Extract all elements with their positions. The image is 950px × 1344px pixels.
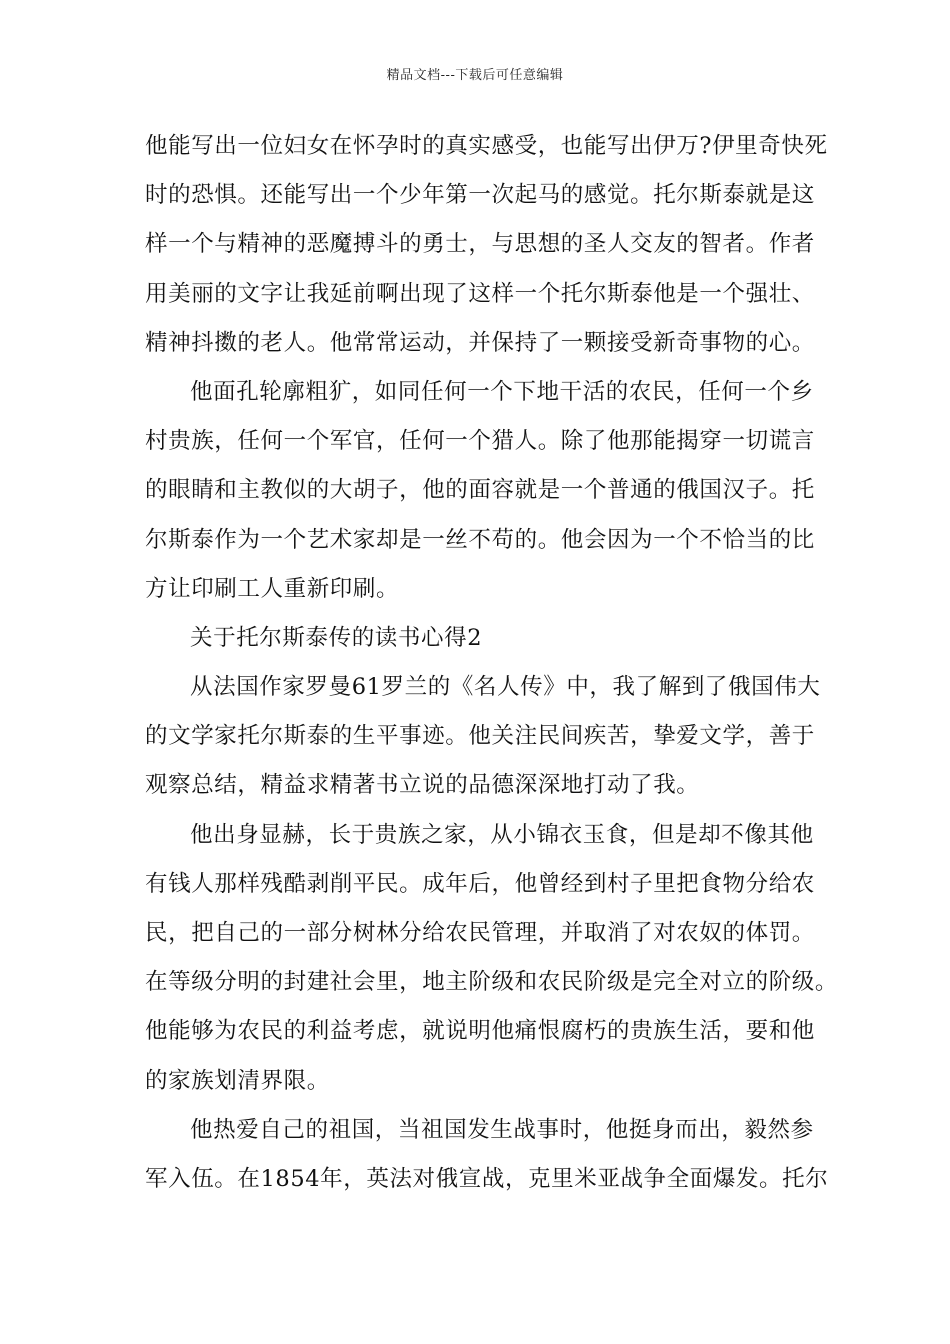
text-line: 村贵族，任何一个军官，任何一个猎人。除了他那能揭穿一切谎言 [145,428,815,455]
text-line: 从法国作家罗曼61罗兰的《名人传》中，我了解到了俄国伟大 [190,674,821,701]
text-line: 他面孔轮廓粗犷，如同任何一个下地干活的农民，任何一个乡 [190,378,814,405]
text-line: 在等级分明的封建社会里，地主阶级和农民阶级是完全对立的阶级。 [145,969,839,996]
text-line: 的家族划清界限。 [145,1067,330,1094]
text-line: 精神抖擞的老人。他常常运动，并保持了一颗接受新奇事物的心。 [145,329,815,356]
text-line: 样一个与精神的恶魔搏斗的勇士，与思想的圣人交友的智者。作者 [145,231,815,258]
text-line: 观察总结，精益求精著书立说的品德深深地打动了我。 [145,772,700,799]
text-line: 他能够为农民的利益考虑，就说明他痛恨腐朽的贵族生活，要和他 [145,1018,815,1045]
document-body [145,122,839,1204]
page-header: 精品文档---下载后可任意编辑 [386,68,564,83]
text-line: 有钱人那样残酷剥削平民。成年后，他曾经到村子里把食物分给农 [145,870,815,897]
text-line: 他热爱自己的祖国，当祖国发生战事时，他挺身而出，毅然参 [190,1116,814,1143]
text-line: 方让印刷工人重新印刷。 [145,575,400,602]
text-line: 关于托尔斯泰传的读书心得2 [190,624,483,651]
text-line: 的眼睛和主教似的大胡子，他的面容就是一个普通的俄国汉子。托 [145,477,815,504]
text-line: 民，把自己的一部分树林分给农民管理，并取消了对农奴的体罚。 [145,920,815,946]
text-line: 他能写出一位妇女在怀孕时的真实感受，也能写出伊万?伊里奇快死 [145,133,828,159]
text-line: 用美丽的文字让我延前啊出现了这样一个托尔斯泰他是一个强壮、 [145,280,815,307]
text-line: 他出身显赫，长于贵族之家，从小锦衣玉食，但是却不像其他 [190,821,814,848]
text-line: 军入伍。在1854年，英法对俄宣战，克里米亚战争全面爆发。托尔 [145,1165,829,1192]
text-line: 时的恐惧。还能写出一个少年第一次起马的感觉。托尔斯泰就是这 [145,182,815,209]
text-line: 尔斯泰作为一个艺术家却是一丝不苟的。他会因为一个不恰当的比 [145,526,815,553]
text-line: 的文学家托尔斯泰的生平事迹。他关注民间疾苦，挚爱文学，善于 [145,723,815,750]
